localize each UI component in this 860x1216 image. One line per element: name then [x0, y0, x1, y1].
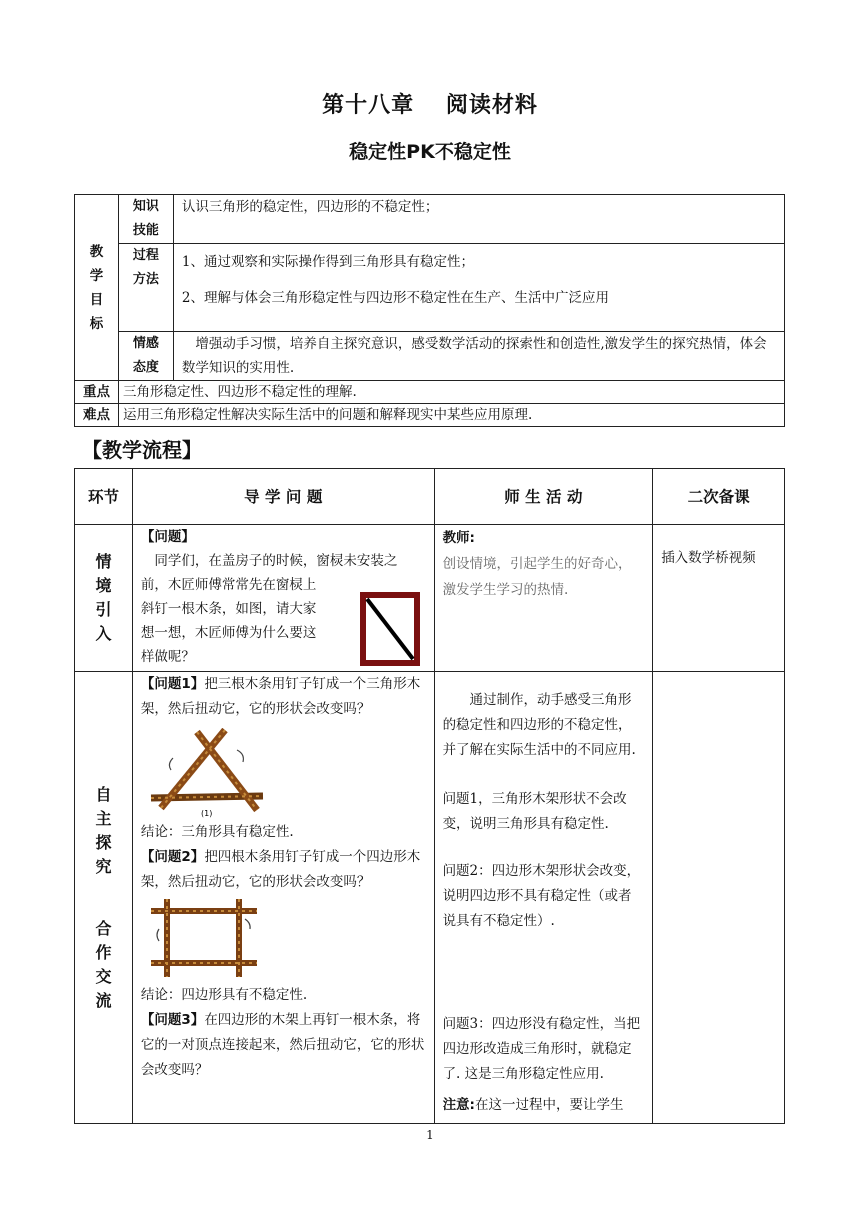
label-line: 过程 — [132, 248, 159, 263]
activity-note-label: 注意: — [442, 1097, 475, 1113]
question-2-text: 把四根木条用钉子钉成一个四边形木架，然后扭动它，它的形状会改变吗？ — [140, 849, 421, 890]
quadrilateral-frame-figure — [147, 897, 267, 979]
row-label-process — [118, 244, 173, 332]
teaching-flow-table — [74, 468, 785, 1124]
question-1 — [141, 672, 426, 722]
stage-char: 情 — [95, 552, 112, 571]
window-frame-figure — [359, 591, 421, 667]
stage-char: 作 — [95, 942, 112, 962]
objectives-table — [74, 194, 785, 427]
intro-activity-cell — [434, 525, 653, 672]
intro-note: 插入数学桥视频 — [661, 550, 756, 566]
intro-activity-label: 教师: — [442, 530, 475, 546]
difficult-text: 运用三角形稳定性解决实际生活中的问题和解释现实中某些应用原理. — [118, 404, 784, 427]
stage-char: 流 — [95, 990, 112, 1010]
section-title: 【教学流程】 — [82, 438, 202, 462]
vlabel-char: 教 — [89, 243, 104, 260]
activity-intro: 通过制作，动手感受三角形的稳定性和四边形的不稳定性，并了解在实际生活中的不同应用. — [442, 692, 636, 758]
explore-question-cell — [132, 672, 434, 1124]
header-notes: 二次备课 — [653, 469, 785, 525]
attitude-text: 增强动手习惯，培养自主探究意识，感受数学活动的探索性和创造性,激发学生的探究热情，体会数学知识的实用性. — [173, 332, 784, 381]
intro-question-line: 想一想，木匠师傅为什么要这 — [140, 625, 317, 641]
question-3-label: 【问题3】 — [140, 1012, 205, 1028]
intro-question-label: 【问题】 — [140, 529, 195, 545]
question-1-label: 【问题1】 — [140, 676, 205, 692]
stage-char: 入 — [95, 624, 112, 643]
objectives-vertical-label — [75, 195, 119, 381]
key-text: 三角形稳定性、四边形不稳定性的理解. — [118, 381, 784, 404]
process-line: 1、通过观察和实际操作得到三角形具有稳定性； — [181, 254, 474, 270]
label-line: 方法 — [132, 272, 159, 287]
stage-char: 交 — [95, 966, 112, 986]
activity-answer-1: 问题1，三角形木架形状不会改变，说明三角形具有稳定性. — [442, 791, 627, 832]
explore-note-cell — [653, 672, 785, 1124]
key-label: 重点 — [75, 381, 119, 404]
question-2 — [141, 845, 426, 895]
stage-char: 自 — [95, 784, 112, 804]
stage-char: 究 — [95, 856, 112, 876]
activity-answer-2: 问题2：四边形木架形状会改变，说明四边形不具有稳定性（或者说具有不稳定性）. — [442, 863, 641, 929]
question-3-text: 在四边形的木架上再钉一根木条，将它的一对顶点连接起来，然后扭动它，它的形状会改变吗？ — [140, 1012, 425, 1078]
stage-char: 主 — [95, 808, 112, 828]
label-line: 情感 — [132, 336, 159, 351]
page-title: 第十八章 阅读材料 — [322, 93, 538, 118]
question-1-text: 把三根木条用钉子钉成一个三角形木架，然后扭动它，它的形状会改变吗？ — [140, 676, 421, 717]
intro-question-line: 前，木匠师傅常常先在窗棂上 — [140, 577, 317, 593]
page-subtitle: 稳定性PK不稳定性 — [349, 141, 511, 163]
intro-note-cell — [653, 525, 785, 672]
knowledge-text: 认识三角形的稳定性，四边形的不稳定性； — [173, 195, 784, 244]
intro-question-cell — [132, 525, 434, 672]
intro-question-line: 同学们，在盖房子的时候，窗棂未安装之 — [140, 553, 398, 569]
question-3 — [141, 1008, 426, 1083]
activity-note — [443, 1093, 645, 1118]
stage-explore — [75, 672, 133, 1124]
intro-question-line: 样做呢？ — [140, 649, 195, 665]
row-label-knowledge — [118, 195, 173, 244]
explore-activity-cell — [434, 672, 653, 1124]
header-stage: 环节 — [75, 469, 133, 525]
activity-answer-3: 问题3：四边形没有稳定性，当把四边形改造成三角形时，就稳定了. 这是三角形稳定性应用. — [442, 1016, 641, 1082]
header-activity: 师 生 活 动 — [434, 469, 653, 525]
label-line: 技能 — [132, 223, 159, 238]
stage-intro — [75, 525, 133, 672]
figure-1-caption: (1) — [200, 809, 213, 818]
stage-char: 引 — [95, 600, 112, 619]
conclusion-2: 结论：四边形具有不稳定性. — [140, 987, 308, 1003]
header-question: 导 学 问 题 — [132, 469, 434, 525]
vlabel-char: 目 — [89, 291, 104, 308]
label-line: 态度 — [132, 360, 159, 375]
intro-question-line: 斜钉一根木条，如图，请大家 — [140, 601, 317, 617]
stage-char: 探 — [95, 832, 112, 852]
stage-char: 合 — [95, 918, 112, 938]
process-text — [173, 244, 784, 332]
label-line: 知识 — [132, 199, 159, 214]
intro-activity-line: 创设情境，引起学生的好奇心， — [442, 556, 632, 572]
question-2-label: 【问题2】 — [140, 849, 205, 865]
intro-activity-line: 激发学生学习的热情. — [442, 582, 569, 598]
activity-note-text: 在这一过程中，要让学生 — [474, 1097, 624, 1113]
difficult-label: 难点 — [75, 404, 119, 427]
triangle-frame-figure — [141, 728, 271, 818]
stage-char: 境 — [95, 576, 112, 595]
page-number: 1 — [426, 1128, 434, 1142]
vlabel-char: 学 — [89, 267, 104, 284]
row-label-attitude — [118, 332, 173, 381]
conclusion-1: 结论：三角形具有稳定性. — [140, 824, 294, 840]
process-line: 2、理解与体会三角形稳定性与四边形不稳定性在生产、生活中广泛应用 — [181, 290, 609, 306]
vlabel-char: 标 — [89, 315, 104, 332]
